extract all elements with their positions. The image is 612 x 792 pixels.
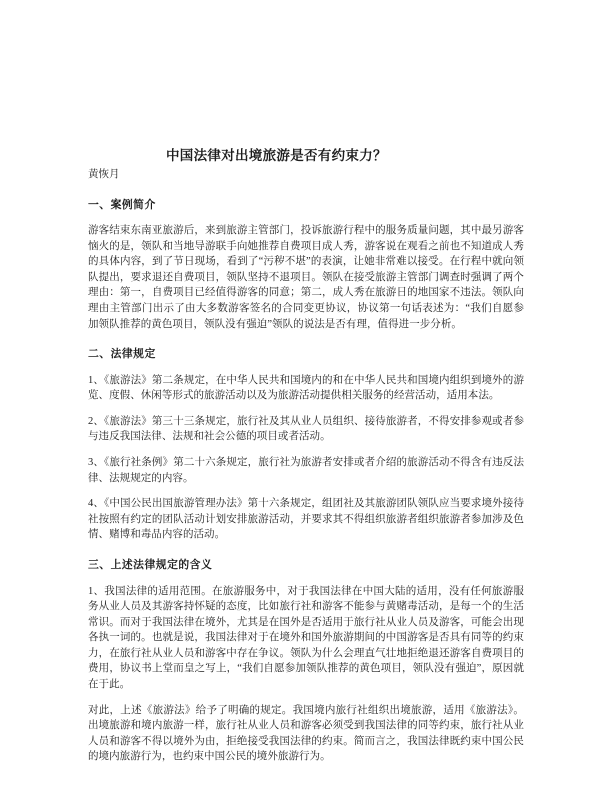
document-title: 中国法律对出境旅游是否有约束力？	[166, 148, 387, 163]
paragraph-law-1: 1、《旅游法》第二条规定，在中华人民共和国境内的和在中华人民共和国境内组织到境外的游览、度假、休闲等形式的旅游活动以及为旅游活动提供相关服务的经营活动，适用本法。	[88, 374, 524, 402]
paragraph-law-4: 4、《中国公民出国旅游管理办法》第十六条规定，组团社及其旅游团队领队应当要求境外接待社按照有约定的团队活动计划安排旅游活动，并要求其不得组织旅游者组织旅游者参加涉及色情、赌博和毒品内容的活动。	[88, 498, 524, 541]
paragraph-law-2: 2、《旅游法》第三十三条规定，旅行社及其从业人员组织、接待旅游者，不得安排参观或者参与违反我国法律、法规和社会公德的项目或者活动。	[88, 415, 524, 443]
section-heading-legal-provisions: 二、法律规定	[88, 348, 156, 361]
section-heading-meaning: 三、上述法律规定的含义	[88, 559, 213, 571]
author-name: 黄恢月	[88, 169, 120, 180]
paragraph-case-intro: 游客结束东南亚旅游后，来到旅游主管部门，投诉旅游行程中的服务质量问题，其中最另游客恼火的是，领队和当地导游联手向她推荐自费项目成人秀，游客说在观看之前也不知道成人秀的具体内容，到了节日现场，看到了“污秽不堪”的表演，让她非常难以接受。在行程中就向领队提出，要求退还自费项目，领队坚持不退项目。领队在接受旅游主管部门调查时强调了两个理由：第一，自费项目已经值得游客的同意；第二，成人秀在旅游日的地国家不违法。领队向理由主管部门出示了由大多数游客签名的合同变更协议，协议第一句话表述为：“我们自愿参加领队推荐的黄色项目，领队没有强迫”领队的说法是否有理，值得进一步分析。	[88, 225, 524, 330]
paragraph-meaning-1: 1、我国法律的适用范围。在旅游服务中，对于我国法律在中国大陆的适用，没有任何旅游服务从业人员及其游客持怀疑的态度，比如旅行社和游客不能参与黄赌毒活动，是每一个的生活常识。而对于我国法律在境外，尤其是在国外是否适用于旅行社从业人员及游客，可能会出现各执一词的。也就是说，我国法律对于在境外和国外旅游期间的中国游客是否具有同等的约束力，在旅行社从业人员和游客中存在争议。领队为什么会理直气壮地拒绝退还游客自费项目的费用，协议书上堂而皇之写上，“我们自愿参加领队推荐的黄色项目，领队没有强迫”，原因就在于此。	[88, 585, 524, 691]
paragraph-meaning-2: 对此，上述《旅游法》给予了明确的规定。我国境内旅行社组织出境旅游，适用《旅游法》。出境旅游和境内旅游一样，旅行社从业人员和游客必须受到我国法律的同等约束，旅行社从业人员和游客不得以境外为由，拒绝接受我国法律的约束。简而言之，我国法律既约束中国公民的境内旅游行为，也约束中国公民的境外旅游行为。	[88, 704, 524, 763]
section-heading-case-intro: 一、案例简介	[88, 198, 156, 211]
paragraph-law-3: 3、《旅行社条例》第二十六条规定，旅行社为旅游者安排或者介绍的旅游活动不得含有违反法律、法规规定的内容。	[88, 457, 524, 484]
